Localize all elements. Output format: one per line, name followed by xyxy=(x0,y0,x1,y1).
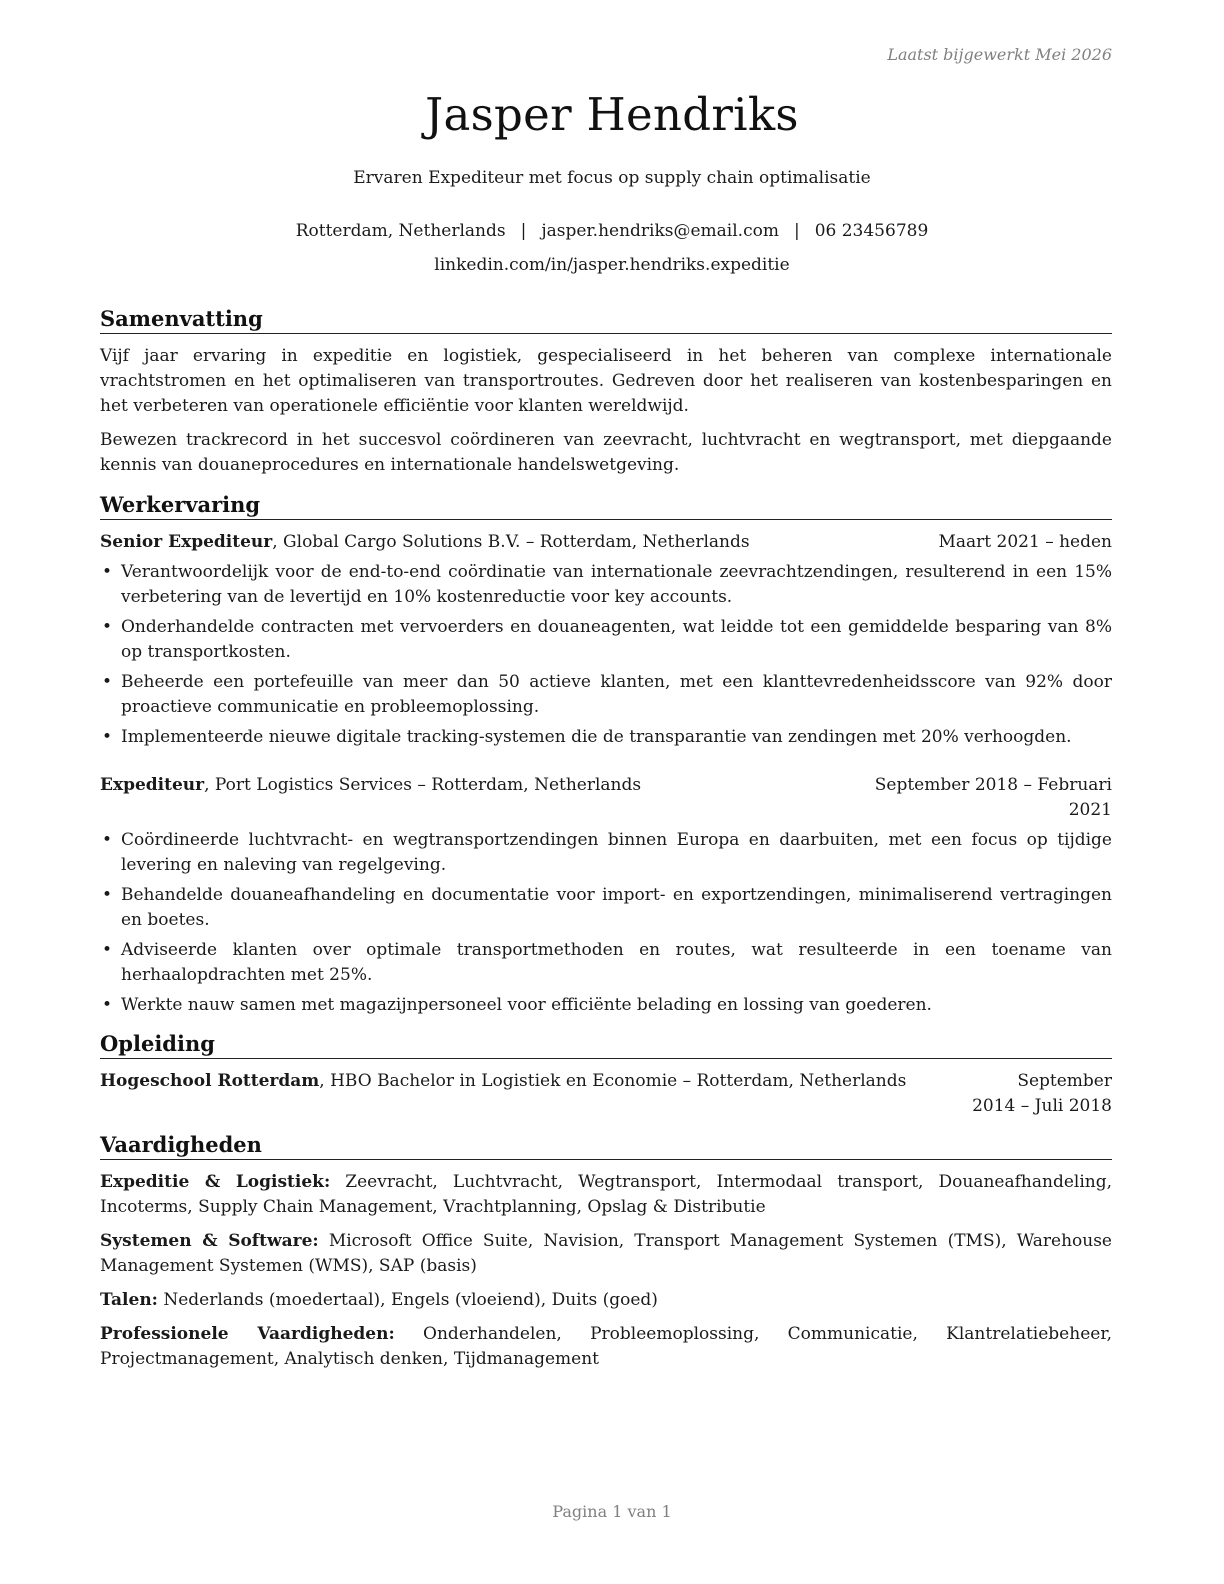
job-title xyxy=(100,773,872,798)
job-header xyxy=(100,773,1112,823)
skill-label: Systemen & Software: xyxy=(100,1231,319,1251)
summary-paragraph: Bewezen trackrecord in het succesvol coördineren van zeevracht, luchtvracht en wegtransport, met diepgaande kennis van douaneprocedures en internationale handelswetgeving. xyxy=(100,430,1112,475)
section-title-education: Opleiding xyxy=(100,1031,1112,1059)
list-item xyxy=(100,670,1112,720)
skill-group xyxy=(100,1229,1112,1279)
degree: , HBO Bachelor in Logistiek en Economie – Rotterdam, Netherlands xyxy=(319,1071,907,1091)
job-title xyxy=(100,530,938,555)
skill-label: Expeditie & Logistiek: xyxy=(100,1172,331,1192)
education-entry xyxy=(100,1069,1112,1119)
bullet-text: Adviseerde klanten over optimale transportmethoden en routes, wat resulteerde in een toename van herhaalopdrachten met 25%. xyxy=(121,940,1112,985)
skill-value: Microsoft Office Suite, Navision, Transport Management Systemen (TMS), Warehouse Management Systemen (WMS), SAP (basis) xyxy=(100,1231,1112,1276)
summary-paragraph: Vijf jaar ervaring in expeditie en logistiek, gespecialiseerd in het beheren van complexe internationale vrachtstromen en het optimaliseren van transportroutes. Gedreven door het realiseren van kostenbesparingen en het verbeteren van operationele efficiëntie voor klanten wereldwijd. xyxy=(100,346,1112,416)
bullet-icon: • xyxy=(102,672,113,692)
location: Rotterdam, Netherlands xyxy=(295,221,506,241)
email-link[interactable]: jasper.hendriks@email.com xyxy=(541,221,779,241)
resume-body xyxy=(100,306,1112,1381)
list-item xyxy=(100,615,1112,665)
school-name: Hogeschool Rotterdam xyxy=(100,1071,320,1091)
bullet-text: Verantwoordelijk voor de end-to-end coördinatie van internationale zeevrachtzendingen, resulterend in een 15% verbetering van de levertijd en 10% kostenreductie voor key accounts. xyxy=(121,562,1112,607)
candidate-name: Jasper Hendriks xyxy=(425,88,799,141)
section-title-skills: Vaardigheden xyxy=(100,1132,1112,1160)
bullet-text: Beheerde een portefeuille van meer dan 50 actieve klanten, met een klanttevredenheidsscore van 92% door proactieve communicatie en probleemoplossing. xyxy=(121,672,1112,717)
list-item xyxy=(100,725,1112,750)
page-number: Pagina 1 van 1 xyxy=(552,1502,672,1521)
bullet-icon: • xyxy=(102,940,113,960)
skill-value: Zeevracht, Luchtvracht, Wegtransport, Intermodaal transport, Douaneafhandeling, Incoterms, Supply Chain Management, Vrachtplanning, Opslag & Distributie xyxy=(100,1172,1112,1217)
bullet-text: Coördineerde luchtvracht- en wegtransportzendingen binnen Europa en daarbuiten, met een focus op tijdige levering en naleving van regelgeving. xyxy=(121,830,1112,875)
tagline: Ervaren Expediteur met focus op supply chain optimalisatie xyxy=(353,168,871,188)
linkedin-link[interactable]: linkedin.com/in/jasper.hendriks.expeditie xyxy=(434,255,790,275)
job-bullets xyxy=(100,828,1112,1018)
last-updated: Laatst bijgewerkt Mei 2026 xyxy=(887,45,1112,64)
skill-label: Talen: xyxy=(100,1290,158,1310)
job-role: Expediteur xyxy=(100,775,205,795)
bullet-text: Behandelde douaneafhandeling en documentatie voor import- en exportzendingen, minimaliserend vertragingen en boetes. xyxy=(121,885,1112,930)
bullet-icon: • xyxy=(102,885,113,905)
skill-label: Professionele Vaardigheden: xyxy=(100,1324,395,1344)
skill-group xyxy=(100,1288,1112,1313)
skill-value: Nederlands (moedertaal), Engels (vloeiend), Duits (goed) xyxy=(157,1290,658,1310)
job-dates: September 2018 – Februari 2021 xyxy=(874,775,1112,820)
education-title xyxy=(100,1069,906,1094)
job-role: Senior Expediteur xyxy=(100,532,273,552)
job-bullets xyxy=(100,560,1112,750)
section-title-summary: Samenvatting xyxy=(100,306,1112,334)
contact-line xyxy=(0,221,1224,241)
bullet-icon: • xyxy=(102,562,113,582)
list-item xyxy=(100,560,1112,610)
bullet-icon: • xyxy=(102,995,113,1015)
bullet-text: Onderhandelde contracten met vervoerders en douaneagenten, wat leidde tot een gemiddelde besparing van 8% op transportkosten. xyxy=(121,617,1112,662)
job-company: , Port Logistics Services – Rotterdam, Netherlands xyxy=(204,775,642,795)
bullet-icon: • xyxy=(102,617,113,637)
skill-group xyxy=(100,1170,1112,1220)
education-dates: September 2014 – Juli 2018 xyxy=(972,1071,1112,1116)
skill-value: Onderhandelen, Probleemoplossing, Communicatie, Klantrelatiebeheer, Projectmanagement, Analytisch denken, Tijdmanagement xyxy=(100,1324,1112,1369)
bullet-icon: • xyxy=(102,727,113,747)
separator: | xyxy=(520,221,527,241)
phone: 06 23456789 xyxy=(814,221,929,241)
list-item xyxy=(100,993,1112,1018)
list-item xyxy=(100,938,1112,988)
list-item xyxy=(100,883,1112,933)
separator: | xyxy=(793,221,800,241)
list-item xyxy=(100,828,1112,878)
job-dates: Maart 2021 – heden xyxy=(938,532,1112,552)
bullet-text: Werkte nauw samen met magazijnpersoneel voor efficiënte belading en lossing van goederen. xyxy=(121,995,932,1015)
bullet-icon: • xyxy=(102,830,113,850)
skill-group xyxy=(100,1322,1112,1372)
bullet-text: Implementeerde nieuwe digitale tracking-systemen die de transparantie van zendingen met 20% verhoogden. xyxy=(121,727,1072,747)
job-company: , Global Cargo Solutions B.V. – Rotterdam, Netherlands xyxy=(272,532,750,552)
section-title-experience: Werkervaring xyxy=(100,492,1112,520)
job-header xyxy=(100,530,1112,555)
